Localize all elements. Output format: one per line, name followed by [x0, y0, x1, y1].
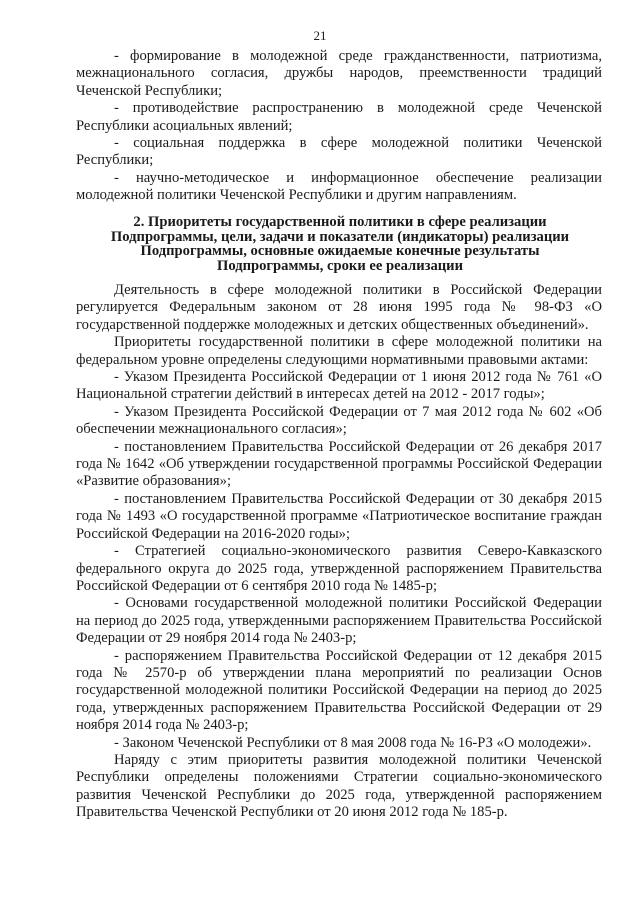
- list-item: - формирование в молодежной среде гражданственности, патриотизма, межнациональноro согласия, дружбы народов, преемственности традиций Чеченской Республики;: [76, 48, 602, 99]
- list-item: - противодействие распространению в молодежной среде Чеченской Республики асоциальных явлений;: [76, 100, 602, 134]
- paragraph: - распоряжением Правительства Российской Федерации от 12 декабря 2015 года № 2570-р об утверждении плана мероприятий по реализации Основ государственной молодежной политики Российской Федерации на период до 2025 года, утвержденных распоряжением Правительства Российской Федерации от 29 ноября 2014 года № 2403-р;: [76, 647, 602, 734]
- paragraph: - Основами государственной молодежной политики Российской Федерации на период до 2025 года, утвержденными распоряжением Правительства Российской Федерации от 29 ноября 2014 года № 2403-р;: [76, 595, 602, 647]
- heading-line: 2. Приоритеты государственной политики в сфере реализации: [133, 214, 547, 230]
- heading-line: Подпрограммы, цели, задачи и показатели (индикаторы) реализации: [110, 228, 570, 245]
- heading-line: Подпрограммы, основные ожидаемые конечные результаты: [140, 243, 540, 260]
- list-item: - социальная поддержка в сфере молодежной политики Чеченской Республики;: [76, 135, 602, 169]
- paragraph: Наряду с этим приоритеты развития молодежной политики Чеченской Республики определены положениями Стратегии социально-экономического развития Чеченской Республики до 2025 года, утвержденной распоряжением Правительства Чеченской Республики от 20 июня 2012 года № 185-р.: [76, 751, 602, 821]
- section-heading: [80, 215, 600, 273]
- page-number: 21: [313, 28, 327, 43]
- paragraph: - Законом Чеченской Республики от 8 мая 2008 года № 16-РЗ «О молодежи».: [114, 734, 592, 751]
- top-list: [76, 48, 602, 205]
- heading-line: Подпрограммы, сроки ее реализации: [216, 257, 463, 274]
- paragraph: - постановлением Правительства Российской Федерации от 30 декабря 2015 года № 1493 «О государственной программе «Патриотическое воспитание граждан Российской Федерации на 2016-2020 годы»;: [76, 490, 602, 542]
- paragraph: Деятельность в сфере молодежной политики в Российской Федерации регулируется Федеральным законом от 28 июня 1995 года № 98-ФЗ «О государственной поддержке молодежных и детских общественных объединений».: [76, 282, 602, 333]
- paragraph: - Стратегией социально-экономического развития Северо-Кавказского федерального округа до 2025 года, утвержденной распоряжением Правительства Российской Федерации от 6 сентября 2010 года № 1485-р;: [76, 543, 602, 594]
- paragraph: Приоритеты государственной политики в сфере молодежной политики на федеральном уровне определены следующими нормативными правовыми актами:: [76, 334, 602, 368]
- body-text: [76, 282, 602, 822]
- paragraph: - постановлением Правительства Российской Федерации от 26 декабря 2017 года № 1642 «Об утверждении государственной программы Российской Федерации «Развитие образования»;: [76, 438, 602, 490]
- list-item: - научно-методическое и информационное обеспечение реализации молодежной политики Чеченской Республики и другим направлениям.: [76, 169, 602, 204]
- paragraph: - Указом Президента Российской Федерации от 1 июня 2012 года № 761 «О Национальной стратегии действий в интересах детей на 2012 - 2017 годы»;: [76, 369, 602, 403]
- paragraph: - Указом Президента Российской Федерации от 7 мая 2012 года № 602 «Об обеспечении межнационального согласия»;: [76, 403, 602, 438]
